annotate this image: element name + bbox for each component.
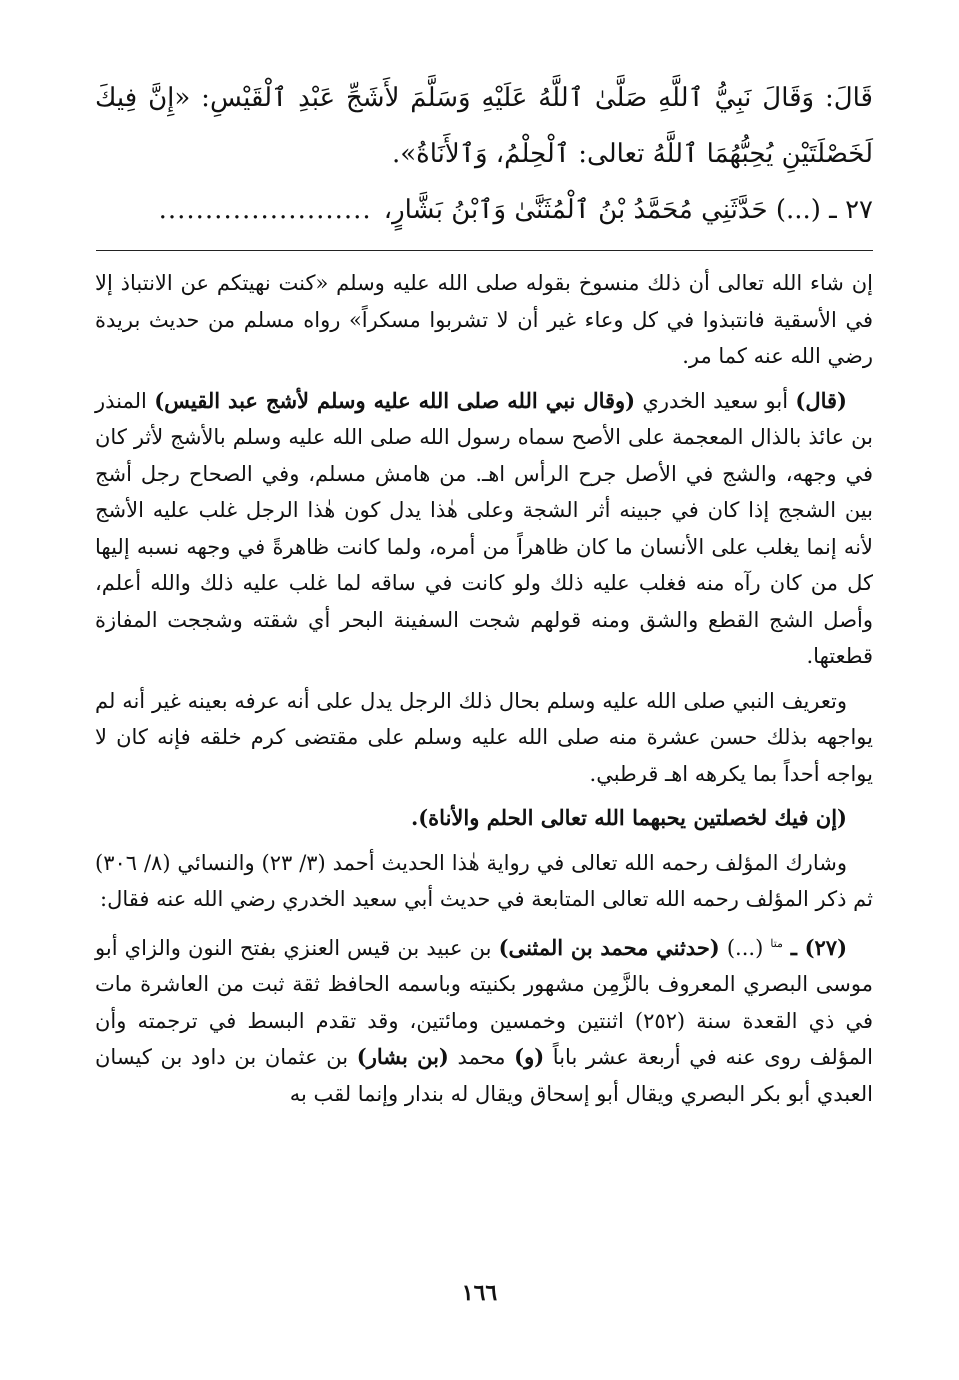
hadith-line-1: قَالَ: وَقَالَ نَبِيُّ ٱللَّهِ صَلَّىٰ ٱللَّهُ عَلَيْهِ وَسَلَّمَ لأَشَجِّ عَبْدِ ٱلْقَيْسِ: «إِنَّ فِيكَ لَخَصْلَتَيْنِ يُحِبُّهُمَا ٱللَّهُ تعالى: ٱلْحِلْمُ، وَٱلأَنَاةُ». [95, 83, 873, 169]
hadith-line-2 [95, 182, 873, 238]
commentary-paragraph-6 [95, 926, 873, 1113]
continuation-dots: ....................... [158, 195, 372, 225]
bold-phrase: (وقال نبي الله صلى الله عليه وسلم لأشج عبد القيس) [154, 387, 636, 413]
commentary-paragraph-4: (إن فيك لخصلتين يحبهما الله تعالى الحلم والأناة). [410, 805, 847, 830]
commentary-text [95, 265, 873, 1120]
commentary-paragraph-1: إن شاء الله تعالى أن ذلك منسوخ بقوله صلى الله عليه وسلم «كنت نهيتكم عن الانتباذ إلا في الأسقية فانتبذوا في كل وعاء غير أن لا تشربوا مسكراً» رواه مسلم من حديث بريدة رضي الله عنه كما مر. [95, 271, 873, 368]
hadith-text [95, 70, 873, 238]
text-run: (...) [719, 935, 771, 960]
text-run: محمد [448, 1045, 515, 1069]
commentary-paragraph-2 [95, 383, 873, 675]
bold-phrase: (و) [514, 1044, 545, 1069]
commentary-paragraph-5: وشارك المؤلف رحمه الله تعالى في رواية هٰذا الحديث أحمد (٣/ ٢٣) والنسائي (٨/ ٣٠٦) ثم ذكر المؤلف رحمه الله تعالى المتابعة في حديث أبي سعيد الخدري رضي الله عنه فقال: [95, 850, 873, 911]
bold-phrase: (حدثني محمد بن المثنى) [498, 934, 720, 960]
text-run: المنذر بن عائذ بالذال المعجمة على الأصح سماه رسول الله صلى الله عليه وسلم بالأشج لأثر كان في وجهه، والشج في الأصل جرح الرأس اهـ. من هامش مسلم، وفي الصحاح رجل أشج بين الشجج إذا كان في جبينه أثر الشجة وعلى هٰذا يدل كون هٰذا الرجل غلب عليه الأشج لأنه إنما يغلب على الأنسان ما كان ظاهراً من أمره، ولما كانت ظاهرةً في وجهه نسبه إليها كل من كان رآه منه فغلب عليه ذلك ولو كانت في ساقه لما غلب عليه ذلك والله أعلم، وأصل الشج القطع والشق ومنه قولهم شجت السفينة البحر أي شقته وشججت المفازة قطعتها. [95, 388, 873, 668]
hadith-number: (٢٧) ـ [782, 934, 848, 960]
bold-phrase: (بن بشار) [356, 1044, 449, 1069]
hadith-chain: ٢٧ ـ (...) حَدَّثَنِي مُحَمَّدُ بْنُ ٱلْمُثَنَّىٰ وَٱبْنُ بَشَّارٍ، [383, 195, 873, 225]
text-run: بن عبيد بن قيس العنزي بفتح النون والزاي أبو موسى البصري المعروف بالزَّمِن مشهور بكنيته وباسمه الحافظ ثقة ثبت من العاشرة مات في ذي القعدة سنة (٢٥٢) اثنتين وخمسين ومائتين، وقد تقدم البسط في ترجمته وأن المؤلف روى عنه في أربعة عشر باباً [95, 935, 873, 1069]
text-run: أبو سعيد الخدري [635, 388, 796, 413]
commentary-paragraph-3: وتعريف النبي صلى الله عليه وسلم بحال ذلك الرجل يدل على أنه عرفه بعينه غير أنه لم يواجهه بذلك حسن عشرة منه صلى الله عليه وسلم على مقتضى كرم خلقه فإنه كان لا يواجه أحداً بما يكرهه اهـ قرطبي. [95, 688, 873, 786]
text-run: بن عثمان بن داود بن كيسان العبدي أبو بكر البصري ويقال أبو إسحاق ويقال له بندار وإنما لقب به [95, 1045, 873, 1106]
page-number: ١٦٦ [461, 1280, 498, 1306]
superscript-mark: متا [770, 936, 783, 950]
bold-phrase: (قال) [795, 387, 847, 413]
footnote-divider [96, 250, 873, 251]
